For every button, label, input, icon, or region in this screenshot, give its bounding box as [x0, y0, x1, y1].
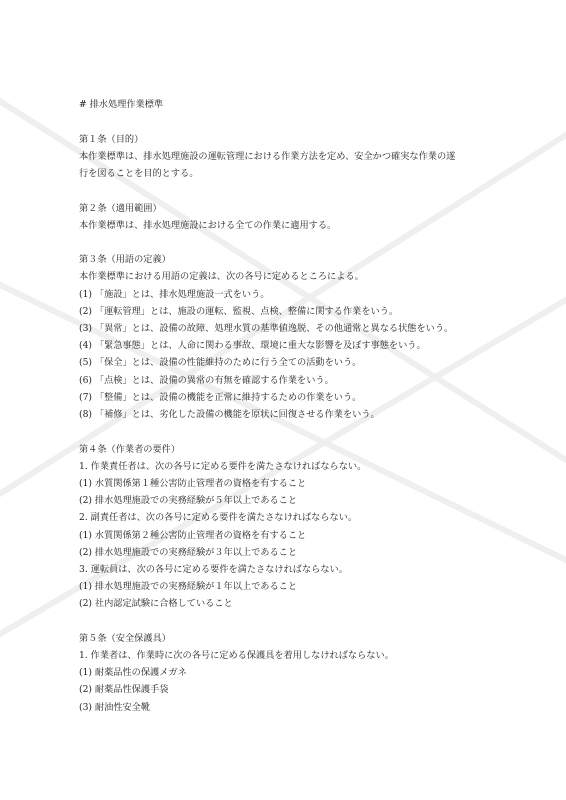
protective-gear-item: (2) 耐薬品性保護手袋 — [79, 684, 169, 696]
article-heading: 第１条（目的） — [79, 133, 144, 145]
section-article-3 — [79, 251, 519, 423]
article-heading: 第４条（作業者の要件） — [79, 443, 181, 455]
article-heading: 第５条（安全保護具） — [79, 632, 171, 644]
requirement-item: (2) 排水処理施設での実務経験が３年以上であること — [79, 546, 298, 558]
definition-item: (4) 「緊急事態」とは、人命に関わる事故、環境に重大な影響を及ぼす事態をいう。 — [79, 340, 426, 352]
article-heading: 第２条（適用範囲） — [79, 202, 162, 214]
section-article-5 — [79, 630, 519, 716]
article-line: 本作業標準における用語の定義は、次の各号に定めるところによる。 — [79, 271, 364, 283]
section-article-2 — [79, 200, 519, 234]
requirement-item: (2) 社内認定試験に合格していること — [79, 598, 233, 610]
definition-item: (7) 「整備」とは、設備の機能を正常に維持するための作業をいう。 — [79, 391, 362, 403]
protective-gear-item: (1) 耐薬品性の保護メガネ — [79, 667, 187, 679]
article-line: 1. 作業者は、作業時に次の各号に定める保護具を着用しなければならない。 — [79, 650, 394, 662]
requirement-item: (2) 排水処理施設での実務経験が５年以上であること — [79, 495, 298, 507]
spacer — [79, 234, 519, 251]
definition-item: (6) 「点検」とは、設備の異常の有無を確認する作業をいう。 — [79, 374, 334, 386]
section-article-1 — [79, 131, 519, 183]
definition-item: (2) 「運転管理」とは、施設の運転、監視、点検、整備に関する作業をいう。 — [79, 305, 399, 317]
spacer — [79, 182, 519, 199]
requirement-item: (1) 水質関係第１種公害防止管理者の資格を有すること — [79, 477, 307, 489]
article-heading: 第３条（用語の定義） — [79, 254, 171, 266]
definition-item: (5) 「保全」とは、設備の性能維持のために行う全ての活動をいう。 — [79, 357, 362, 369]
article-line: 3. 運転員は、次の各号に定める要件を満たさなければならない。 — [79, 563, 348, 575]
article-line: 本作業標準は、排水処理施設における全ての作業に適用する。 — [79, 219, 337, 231]
spacer — [79, 612, 519, 629]
spacer — [79, 113, 519, 130]
article-line: 本作業標準は、排水処理施設の運転管理における作業方法を定め、安全かつ確実な作業の遂 — [79, 150, 456, 162]
section-article-4 — [79, 441, 519, 613]
article-line: 行を図ることを目的とする。 — [79, 167, 199, 179]
protective-gear-item: (3) 耐油性安全靴 — [79, 701, 151, 713]
article-line: 2. 副責任者は、次の各号に定める要件を満たさなければならない。 — [79, 512, 358, 524]
document-body — [79, 96, 519, 716]
requirement-item: (1) 水質関係第２種公害防止管理者の資格を有すること — [79, 529, 307, 541]
document-title: # 排水処理作業標準 — [79, 99, 164, 110]
definition-item: (3) 「異常」とは、設備の故障、処理水質の基準値逸脱、その他通常と異なる状態をいう。 — [79, 323, 454, 335]
definition-item: (1) 「施設」とは、排水処理施設一式をいう。 — [79, 288, 270, 300]
spacer — [79, 423, 519, 440]
requirement-item: (1) 排水処理施設での実務経験が１年以上であること — [79, 581, 298, 593]
article-line: 1. 作業責任者は、次の各号に定める要件を満たさなければならない。 — [79, 460, 367, 472]
definition-item: (8) 「補修」とは、劣化した設備の機能を原状に回復させる作業をいう。 — [79, 408, 380, 420]
